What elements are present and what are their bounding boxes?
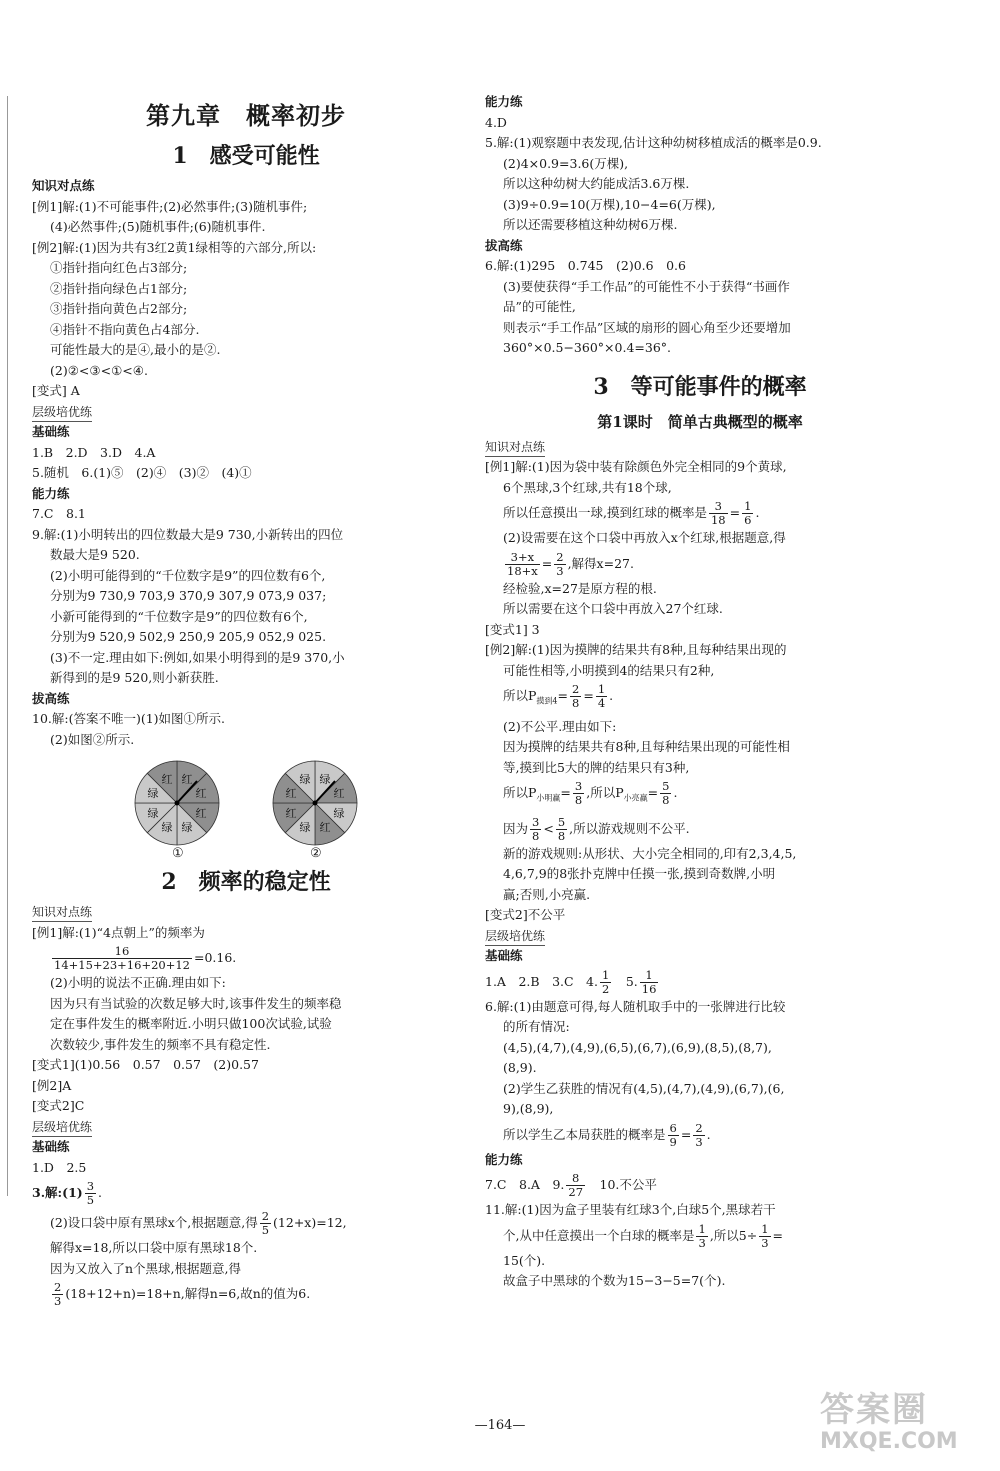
answer-line: (2)不公平.理由如下:	[503, 718, 617, 734]
answer-line: [变式] A	[32, 383, 80, 398]
spinner-sector-label: 红	[195, 787, 207, 801]
spinner-sector-label: 红	[319, 821, 331, 835]
answer-line: 因为只有当试验的次数足够大时,该事件发生的频率稳	[50, 995, 342, 1011]
answer-11-c: 15(个).	[503, 1252, 546, 1268]
spinner-sector-label: 绿	[299, 772, 311, 786]
figure-label-2: ②	[310, 846, 322, 861]
answer-line: 所以需要在这个口袋中再放入27个红球.	[503, 601, 723, 616]
answer-line: 9.解:(1)小明转出的四位数最大是9 730,小新转出的四位	[32, 526, 344, 542]
answer-3-2: (2)设口袋中原有黑球x个,根据题意,得 $\frac{2}{5}$ (12+x)=12,	[50, 1209, 347, 1237]
right-column	[485, 92, 915, 1292]
section-1-continued	[485, 92, 915, 359]
answer-line: (4,5),(4,7),(4,9),(6,5),(6,7),(6,9),(8,5),(8,7),	[503, 1039, 772, 1055]
answer-line: 的所有情况:	[503, 1019, 570, 1034]
example-2	[485, 579, 915, 682]
answer-line: 新得到的是9 520,则小新获胜.	[50, 670, 219, 685]
answer-line: (8,9).	[503, 1060, 537, 1075]
answer-line: [例1]解:(1)“4点朝上”的频率为	[32, 924, 205, 940]
spinner-sector-label: 绿	[161, 821, 173, 835]
section-title-3: 3 等可能事件的概率	[593, 373, 807, 400]
answer-line: (3)9÷0.9=10(万棵),10−4=6(万棵),	[503, 196, 716, 212]
answer-line: 新的游戏规则:从形状、大小完全相同的,印有2,3,4,5,	[503, 845, 797, 861]
answer-6-probability: 所以学生乙本局获胜的概率是 $\frac{6}{9}$ = $\frac{2}{3}$ .	[503, 1120, 711, 1149]
answer-line: (2)②<③<①<④.	[50, 362, 148, 378]
spinner-figure-2	[270, 758, 360, 848]
subsection-heading: 基础练	[32, 1139, 70, 1154]
tagged-heading: 层级培优练	[32, 403, 92, 422]
answer-line: 6.解:(1)由题意可得,每人随机取手中的一张牌进行比较	[485, 998, 786, 1014]
answer-line: 5.解:(1)观察题中表发现,估计这种幼树移植成活的概率是0.9.	[485, 135, 822, 150]
answer-line: 360°×0.5−360°×0.4=36°.	[503, 340, 671, 355]
answer-line: 等,摸到比5大的牌的结果只有3种,	[503, 759, 690, 775]
answer-line: (3)不一定.理由如下:例如,如果小明得到的是9 370,小	[50, 649, 345, 665]
margin-rule	[7, 96, 8, 1196]
example-2-rules	[485, 844, 915, 967]
spinner-sector-label: 绿	[319, 772, 331, 786]
answer-line: (2)如图②所示.	[50, 731, 135, 747]
answer-11-b: 个,从中任意摸出一个白球的概率是 $\frac{1}{3}$ ,所以5÷ $\frac{1}{3}$ =	[503, 1221, 784, 1250]
answer-line: [例2]解:(1)因为摸牌的结果共有8种,且每种结果出现的	[485, 642, 787, 657]
answer-line: [例2]A	[32, 1077, 72, 1093]
answer-line: (2)小明可能得到的“千位数字是9”的四位数有6个,	[50, 567, 326, 583]
answer-line: 次数较少,事件发生的频率不具有稳定性.	[50, 1036, 271, 1052]
answer-line: 9),(8,9),	[503, 1101, 554, 1116]
spinner-figure-1	[132, 758, 222, 848]
chapter-title: 第九章 概率初步	[146, 101, 346, 130]
spinner-figures	[32, 750, 460, 862]
answer-line: 解得x=18,所以口袋中原有黑球18个.	[50, 1240, 258, 1255]
answer-line: 7.C 8.1	[32, 506, 86, 521]
answer-line: 6.解:(1)295 0.745 (2)0.6 0.6	[485, 258, 686, 273]
answer-line: (4)必然事件;(5)随机事件;(6)随机事件.	[50, 219, 266, 234]
basic-answers: 1.A 2.B 3.C 4. $\frac{1}{2}$ 5. $\frac{1}{16}$	[485, 967, 657, 996]
tagged-heading: 层级培优练	[32, 1118, 92, 1137]
answer-line: 10.解:(答案不唯一)(1)如图①所示.	[32, 711, 226, 726]
spinner-sector-label: 绿	[147, 787, 159, 801]
answer-line: (2)学生乙获胜的情况有(4,5),(4,7),(4,9),(6,7),(6,	[503, 1080, 785, 1096]
spinner-hub	[175, 801, 180, 806]
example-1-equation: $\frac{3+x}{18+x}$ = $\frac{2}{3}$ ,解得x=27.	[507, 549, 634, 578]
answer-line: 4.D	[485, 114, 507, 130]
answer-line: 分别为9 730,9 703,9 370,9 307,9 073,9 037;	[50, 588, 327, 603]
example-2-probability: 所以$P_{摸到4}=$ $\frac{2}{8}$ = $\frac{1}{4}$ .	[503, 682, 614, 710]
spinner-sector-label: 绿	[181, 821, 193, 835]
answer-line: ②指针指向绿色占1部分;	[50, 280, 188, 296]
answer-line: 可能性最大的是④,最小的是②.	[50, 342, 221, 357]
subsection-heading: 拔高练	[32, 690, 70, 706]
answer-line: 赢;否则,小亮赢.	[503, 886, 591, 902]
example-1-probability: 所以任意摸出一球,摸到红球的概率是 $\frac{3}{18}$ = $\frac{1}{6}$ .	[503, 499, 760, 527]
section-title-1: 1 感受可能性	[172, 143, 320, 169]
answer-line: 则表示“手工作品”区域的扇形的圆心角至少还要增加	[503, 319, 791, 335]
answer-line: (3)要使获得“手工作品”的可能性不小于获得“书画作	[503, 278, 790, 294]
spinner-sector-label: 红	[161, 772, 173, 786]
answer-line: 6个黑球,3个红球,共有18个球,	[503, 479, 672, 495]
ability-answers: 7.C 8.A 9. $\frac{8}{27}$ 10.不公平	[485, 1171, 657, 1199]
example-2-probabilities: 所以$P_{小明赢}=$ $\frac{3}{8}$ ,所以$P_{小亮赢}=$ $\frac{5}{8}$ .	[503, 779, 678, 807]
left-column	[32, 92, 460, 1309]
subsection-heading: 知识对点练	[32, 178, 95, 193]
answer-line: [变式1] 3	[485, 621, 540, 637]
spinner-sector-label: 红	[285, 806, 297, 820]
fraction: $\frac{2}{3}$	[54, 1280, 62, 1308]
fraction: $\frac{16}{14+15+23+16+20+12}$	[54, 944, 190, 972]
answer-line: 5.随机 6.(1)⑤ (2)④ (3)② (4)①	[32, 465, 252, 480]
answer-11: 11.解:(1)因为盒子里装有红球3个,白球5个,黑球若干	[485, 1202, 776, 1217]
answer-line: 所以这种幼树大约能成活3.6万棵.	[503, 176, 690, 191]
tagged-heading: 层级培优练	[485, 927, 545, 946]
answer-line: [变式2]不公平	[485, 907, 566, 922]
fraction: $\frac{2}{5}$	[261, 1209, 270, 1237]
spinner-hub	[313, 801, 318, 806]
spinner-sector-label: 红	[285, 787, 297, 801]
answer-11-d: 故盒子中黑球的个数为15−3−5=7(个).	[503, 1273, 726, 1288]
answer-line: 分别为9 520,9 502,9 250,9 205,9 052,9 025.	[50, 629, 327, 644]
watermark-logo: 答案圈 MXQE.COM	[820, 1390, 958, 1454]
example-2-part2	[485, 717, 915, 779]
section-2-body-b	[32, 973, 460, 1178]
section-title-2: 2 频率的稳定性	[161, 869, 331, 895]
spinner-sector-label: 红	[181, 772, 193, 786]
tagged-heading: 知识对点练	[485, 438, 545, 457]
answer-line: [变式2]C	[32, 1098, 85, 1113]
answer-line: [例2]解:(1)因为共有3红2黄1绿相等的六部分,所以:	[32, 239, 317, 255]
answer-line: ①指针指向红色占3部分;	[50, 260, 188, 275]
answer-line: 1.B 2.D 3.D 4.A	[32, 444, 156, 460]
answer-line: 定在事件发生的概率附近.小明只做100次试验,试验	[50, 1016, 332, 1031]
answer-line: 数最大是9 520.	[50, 547, 140, 562]
answer-line: ③指针指向黄色占2部分;	[50, 301, 188, 316]
answer-3-3: $\frac{2}{3}$ (18+12+n)=18+n,解得n=6,故n的值为6.	[54, 1280, 311, 1308]
answer-line: 因为又放入了n个黑球,根据题意,得	[50, 1260, 241, 1276]
answer-line: (2)小明的说法不正确.理由如下:	[50, 975, 226, 990]
spinner-sector-label: 绿	[333, 806, 345, 820]
answer-6	[485, 997, 915, 1120]
figure-label-1: ①	[172, 846, 184, 861]
example-2-compare: 因为 $\frac{3}{8}$ < $\frac{5}{8}$ ,所以游戏规则不公平.	[503, 814, 690, 843]
subsection-heading: 能力练	[485, 94, 523, 109]
section-2-body-a	[32, 902, 460, 943]
frequency-formula: $\frac{16}{14+15+23+16+20+12}$ =0.16.	[54, 944, 237, 972]
subsection-heading: 拔高练	[485, 237, 523, 253]
answer-line: [例1]解:(1)不可能事件;(2)必然事件;(3)随机事件;	[32, 198, 308, 214]
spinner-sector-label: 绿	[147, 806, 159, 820]
answer-line: 4,6,7,9的8张扑克牌中任摸一张,摸到奇数牌,小明	[503, 866, 776, 881]
ability-heading: 能力练	[485, 1151, 523, 1167]
answer-line: [例1]解:(1)因为袋中装有除颜色外完全相同的9个黄球,	[485, 459, 787, 474]
subsection-heading	[485, 437, 915, 458]
answer-line: 经检验,x=27是原方程的根.	[503, 580, 657, 596]
answer-line: 品”的可能性,	[503, 299, 576, 314]
subsection-heading	[485, 926, 915, 947]
subsection-heading: 基础练	[485, 948, 523, 963]
page-number: —164—	[474, 1418, 526, 1433]
answer-line: [变式1](1)0.56 0.57 0.57 (2)0.57	[32, 1057, 259, 1072]
subsection-heading: 能力练	[32, 485, 70, 501]
subsection-heading	[32, 402, 460, 423]
answer-line: 因为摸牌的结果共有8种,且每种结果出现的可能性相	[503, 739, 790, 754]
tagged-heading: 知识对点练	[32, 903, 92, 922]
section-2-body-c	[32, 1238, 460, 1279]
spinner-sector-label: 红	[333, 787, 345, 801]
answer-line: ④指针不指向黄色占4部分.	[50, 321, 200, 337]
answer-3-1: 3.解:(1) $\frac{3}{5}$ .	[32, 1179, 103, 1207]
spinner-sector-label: 红	[195, 806, 207, 820]
example-1	[485, 437, 915, 499]
answer-line: (2)4×0.9=3.6(万棵),	[503, 155, 629, 171]
spinner-sector-label: 绿	[299, 821, 311, 835]
answer-line: 1.D 2.5	[32, 1159, 87, 1175]
subsection-heading: 基础练	[32, 424, 70, 439]
subsection-heading	[32, 1117, 460, 1138]
section-1-body	[32, 176, 460, 750]
lesson-title: 第1课时 简单古典概型的概率	[597, 412, 803, 431]
answer-line: 所以还需要移植这种幼树6万棵.	[503, 217, 678, 232]
example-1-part2: (2)设需要在这个口袋中再放入x个红球,根据题意,得	[503, 530, 786, 545]
answer-line: 小新可能得到的“千位数字是9”的四位数有6个,	[50, 608, 308, 624]
answer-line: 可能性相等,小明摸到4的结果只有2种,	[503, 662, 715, 678]
fraction: $\frac{3}{5}$	[86, 1179, 95, 1207]
subsection-heading	[32, 902, 460, 923]
